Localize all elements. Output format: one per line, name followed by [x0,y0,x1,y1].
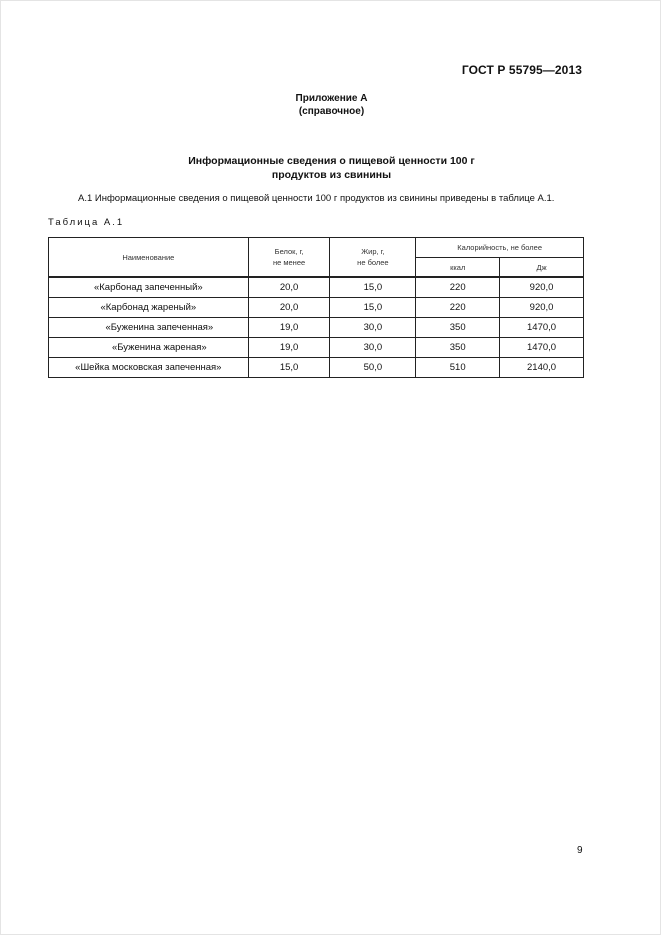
table-caption: Таблица А.1 [48,217,125,228]
cell-name: «Буженина жареная» [49,338,249,358]
cell-kj: 1470,0 [500,318,584,338]
table-row [49,277,584,298]
header-name: Наименование [49,238,249,278]
table-row [49,318,584,338]
annex-block [1,92,661,118]
cell-kj: 920,0 [500,277,584,298]
page-number: 9 [577,845,583,856]
cell-protein: 15,0 [248,358,330,378]
cell-kcal: 220 [416,277,500,298]
cell-protein: 20,0 [248,298,330,318]
cell-kj: 1470,0 [500,338,584,358]
header-fat: Жир, г, не более [330,238,416,278]
cell-name: «Буженина запеченная» [49,318,249,338]
cell-kcal: 350 [416,318,500,338]
nutrition-table [48,237,584,378]
cell-name: «Шейка московская запеченная» [49,358,249,378]
cell-kcal: 350 [416,338,500,358]
cell-fat: 50,0 [330,358,416,378]
table-row [49,358,584,378]
annex-status: (справочное) [298,106,365,117]
table-row [49,338,584,358]
table-row [49,298,584,318]
header-protein: Белок, г, не менее [248,238,330,278]
cell-kcal: 510 [416,358,500,378]
cell-fat: 30,0 [330,318,416,338]
paragraph-a1: А.1 Информационные сведения о пищевой ценности 100 г продуктов из свинины приведены в таблице А.1. [78,193,555,204]
header-kcal: ккал [416,258,500,278]
annex-title: Приложение А [295,93,368,104]
cell-protein: 20,0 [248,277,330,298]
cell-name: «Карбонад запеченный» [49,277,249,298]
cell-kcal: 220 [416,298,500,318]
section-heading [1,154,661,182]
cell-protein: 19,0 [248,318,330,338]
section-heading-line-1: Информационные сведения о пищевой ценности 100 г [188,155,475,167]
cell-fat: 15,0 [330,298,416,318]
header-calorie: Калорийность, не более [416,238,584,258]
cell-kj: 2140,0 [500,358,584,378]
cell-fat: 30,0 [330,338,416,358]
document-code: ГОСТ Р 55795—2013 [461,63,582,77]
section-heading-line-2: продуктов из свинины [271,169,392,181]
cell-name: «Карбонад жареный» [49,298,249,318]
cell-kj: 920,0 [500,298,584,318]
cell-protein: 19,0 [248,338,330,358]
header-kj: Дж [500,258,584,278]
cell-fat: 15,0 [330,277,416,298]
